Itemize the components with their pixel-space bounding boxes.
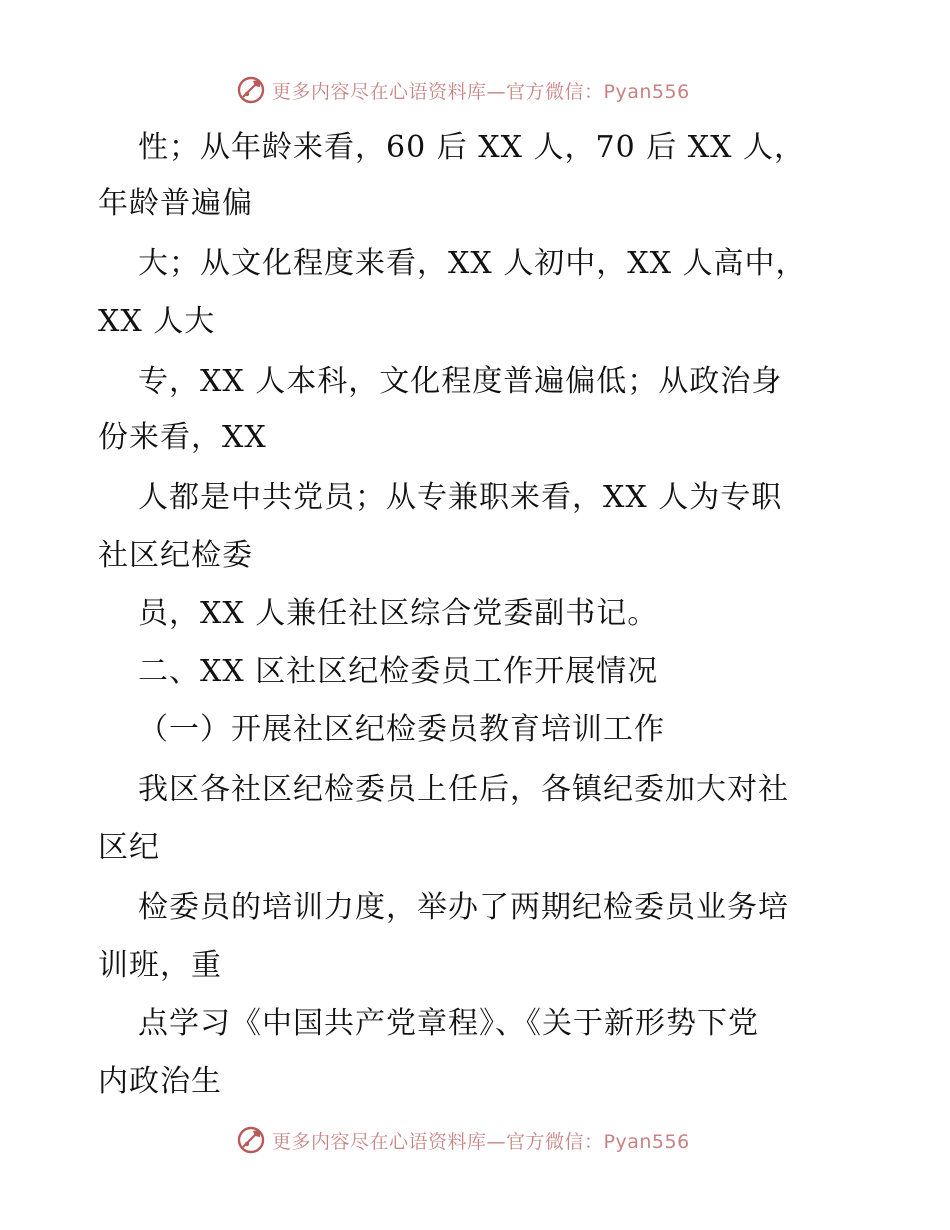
body-line-3: 大；从文化程度来看，XX 人初中，XX 人高中， (138, 246, 807, 281)
body-line-15: 训班，重 (98, 948, 222, 983)
body-line-6: 份来看，XX (98, 420, 267, 455)
red-seal-quill-logo (236, 1125, 266, 1155)
header-watermark-text: 更多内容尽在心语资料库—官方微信：Pyan556 (272, 80, 690, 103)
body-line-9: 员，XX 人兼任社区综合党委副书记。 (138, 596, 659, 631)
body-line-2: 年龄普遍偏 (98, 186, 253, 221)
footer-watermark (236, 1122, 690, 1158)
body-line-1: 性；从年龄来看，60 后 XX 人，70 后 XX 人， (138, 130, 805, 165)
body-line-17: 内政治生 (98, 1064, 222, 1099)
footer-watermark-text: 更多内容尽在心语资料库—官方微信：Pyan556 (272, 1130, 690, 1153)
body-line-16: 点学习《中国共产党章程》、《关于新形势下党 (138, 1006, 759, 1041)
section-heading: 二、XX 区社区纪检委员工作开展情况 (138, 654, 659, 689)
subsection-heading: （一）开展社区纪检委员教育培训工作 (138, 712, 665, 747)
body-line-13: 区纪 (98, 830, 160, 865)
body-line-7: 人都是中共党员；从专兼职来看，XX 人为专职 (138, 480, 783, 515)
body-line-14: 检委员的培训力度，举办了两期纪检委员业务培 (138, 890, 789, 925)
body-line-4: XX 人大 (98, 304, 216, 339)
body-line-8: 社区纪检委 (98, 538, 253, 573)
body-line-12: 我区各社区纪检委员上任后，各镇纪委加大对社 (138, 772, 789, 807)
body-line-5: 专，XX 人本科，文化程度普遍偏低；从政治身 (138, 364, 783, 399)
